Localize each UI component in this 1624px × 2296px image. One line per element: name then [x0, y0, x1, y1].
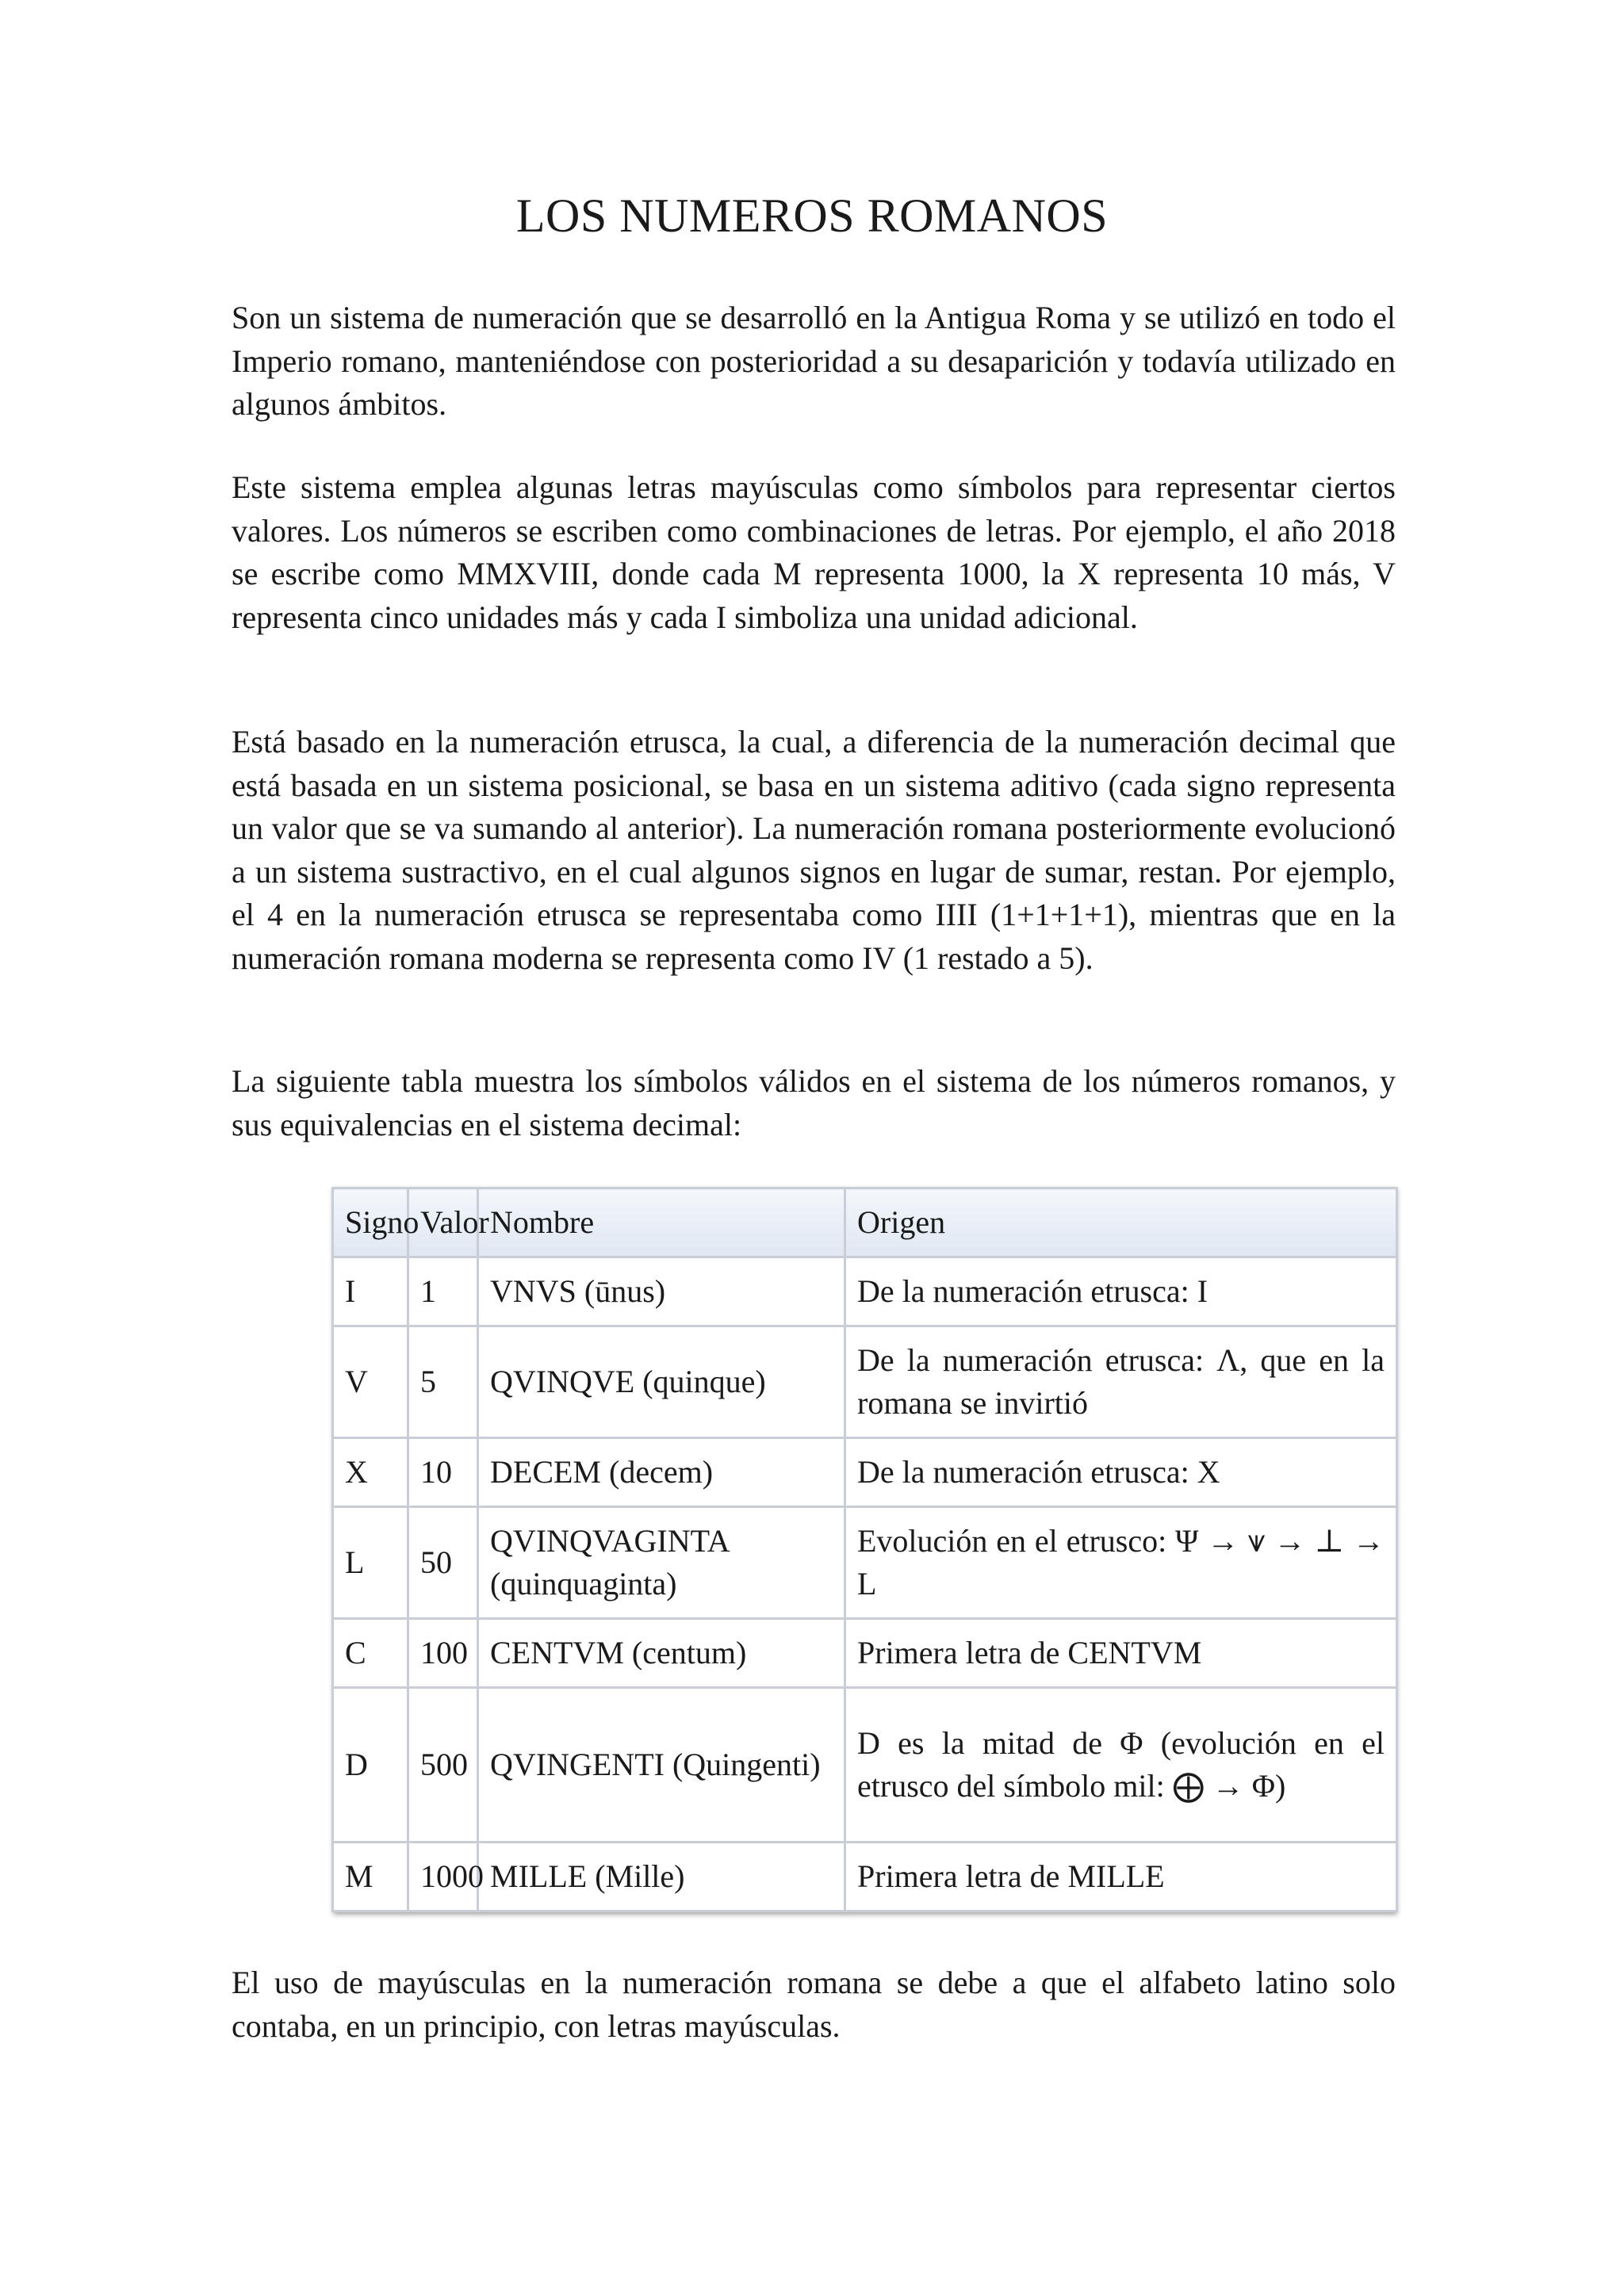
- cell-signo: L: [333, 1507, 408, 1619]
- cell-valor: 1: [408, 1257, 478, 1326]
- cell-origen: De la numeración etrusca: I: [845, 1257, 1397, 1326]
- cell-signo: C: [333, 1619, 408, 1688]
- cell-signo: V: [333, 1326, 408, 1438]
- cell-nombre: CENTVM (centum): [478, 1619, 845, 1688]
- cell-nombre: QVINQVAGINTA (quinquaginta): [478, 1507, 845, 1619]
- cell-valor: 1000: [408, 1843, 478, 1911]
- cell-signo: X: [333, 1438, 408, 1507]
- table-row: [333, 1507, 1397, 1619]
- roman-numerals-table: [331, 1187, 1398, 1912]
- cell-origen: D es la mitad de Φ (evolución en el etrusco del símbolo mil: ⨁ → Φ): [845, 1688, 1397, 1843]
- cell-signo: D: [333, 1688, 408, 1843]
- cell-nombre: MILLE (Mille): [478, 1843, 845, 1911]
- paragraph-table-intro: La siguiente tabla muestra los símbolos válidos en el sistema de los números romanos, y sus equivalencias en el sistema decimal:: [232, 1063, 1396, 1142]
- cell-origen: De la numeración etrusca: X: [845, 1438, 1397, 1507]
- paragraph-intro: Son un sistema de numeración que se desarrolló en la Antigua Roma y se utilizó en todo el Imperio romano, manteniéndose con posterioridad a su desaparición y todavía utilizado en algunos ámbitos.: [232, 300, 1396, 422]
- cell-origen: Primera letra de CENTVM: [845, 1619, 1397, 1688]
- cell-nombre: DECEM (decem): [478, 1438, 845, 1507]
- cell-origen: Primera letra de MILLE: [845, 1843, 1397, 1911]
- header-valor: Valor: [408, 1188, 478, 1257]
- cell-valor: 5: [408, 1326, 478, 1438]
- cell-signo: I: [333, 1257, 408, 1326]
- cell-nombre: QVINGENTI (Quingenti): [478, 1688, 845, 1843]
- table-header-row: [333, 1188, 1397, 1257]
- cell-valor: 50: [408, 1507, 478, 1619]
- cell-valor: 10: [408, 1438, 478, 1507]
- header-signo: Signo: [333, 1188, 408, 1257]
- cell-valor: 100: [408, 1619, 478, 1688]
- cell-signo: M: [333, 1843, 408, 1911]
- cell-nombre: QVINQVE (quinque): [478, 1326, 845, 1438]
- paragraph-letters: Este sistema emplea algunas letras mayúsculas como símbolos para representar ciertos valores. Los números se escriben como combinaciones de letras. Por ejemplo, el año 2018 se escribe como MMXVIII, donde cada M representa 1000, la X representa 10 más, V representa cinco unidades más y cada I simboliza una unidad adicional.: [232, 469, 1396, 635]
- table-row: [333, 1438, 1397, 1507]
- header-nombre: Nombre: [478, 1188, 845, 1257]
- table-row: [333, 1619, 1397, 1688]
- paragraph-etruscan: Está basado en la numeración etrusca, la cual, a diferencia de la numeración decimal que está basada en un sistema posicional, se basa en un sistema aditivo (cada signo representa un valor que se va sumando al anterior). La numeración romana posteriormente evolucionó a un sistema sustractivo, en el cual algunos signos en lugar de sumar, restan. Por ejemplo, el 4 en la numeración etrusca se representaba como IIII (1+1+1+1), mientras que en la numeración romana moderna se representa como IV (1 restado a 5).: [232, 724, 1396, 976]
- cell-origen: Evolución en el etrusco: Ψ → ⩛ → ⊥ → L: [845, 1507, 1397, 1619]
- header-origen: Origen: [845, 1188, 1397, 1257]
- cell-origen: De la numeración etrusca: Λ, que en la romana se invirtió: [845, 1326, 1397, 1438]
- table-row: [333, 1843, 1397, 1911]
- roman-numerals-table-container: [331, 1187, 1396, 1912]
- table-row: [333, 1688, 1397, 1843]
- table-row: [333, 1326, 1397, 1438]
- page-title: LOS NUMEROS ROMANOS: [515, 189, 1109, 242]
- table-row: [333, 1257, 1397, 1326]
- cell-valor: 500: [408, 1688, 478, 1843]
- paragraph-closing: El uso de mayúsculas en la numeración romana se debe a que el alfabeto latino solo contaba, en un principio, con letras mayúsculas.: [232, 1965, 1396, 2044]
- cell-nombre: VNVS (ūnus): [478, 1257, 845, 1326]
